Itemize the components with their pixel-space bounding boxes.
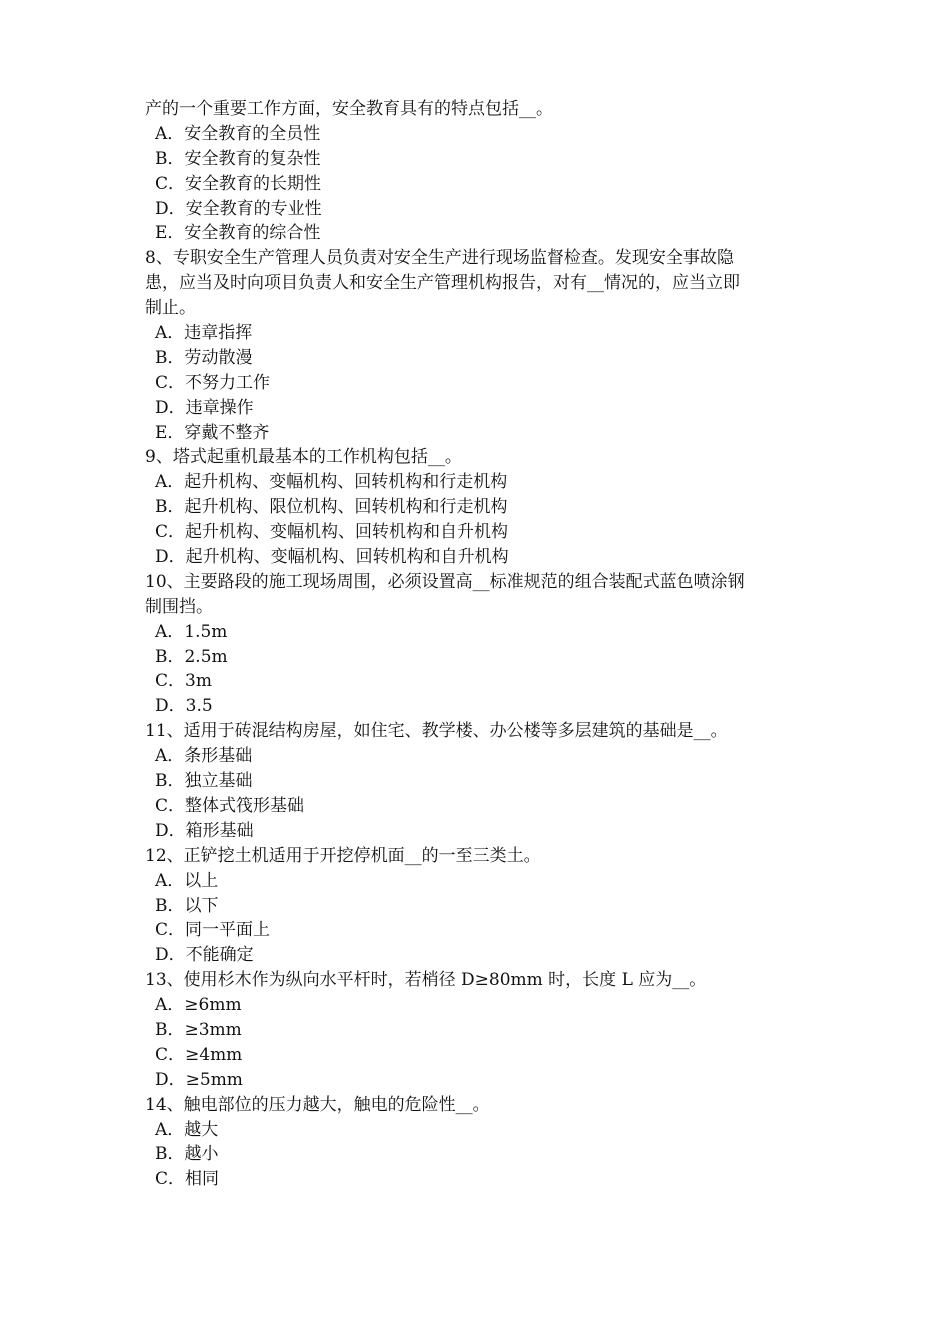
question-stem-line: 患，应当及时向项目负责人和安全生产管理机构报告，对有__情况的，应当立即 [145,273,740,294]
answer-option: C．起升机构、变幅机构、回转机构和自升机构 [155,522,509,543]
answer-option: A．越大 [155,1119,219,1140]
answer-option: D．箱形基础 [155,820,254,841]
answer-option: E．穿戴不整齐 [155,422,270,443]
answer-option: A．违章指挥 [155,323,253,344]
answer-option: C．不努力工作 [155,372,271,393]
answer-option: B．≥3mm [155,1019,242,1040]
answer-option: B．起升机构、限位机构、回转机构和行走机构 [155,497,508,518]
answer-option: A．≥6mm [155,995,242,1016]
question-stem-line: 制围挡。 [145,596,213,617]
question-q8 [145,246,810,445]
answer-option: A．条形基础 [155,746,253,767]
answer-option: D．不能确定 [155,945,254,966]
answer-option: A．以上 [155,870,219,891]
question-stem-line: 14、触电部位的压力越大，触电的危险性__。 [145,1094,490,1115]
answer-option: B．以下 [155,895,219,916]
question-stem-line: 9、塔式起重机最基本的工作机构包括__。 [145,447,462,468]
answer-option: D．违章操作 [155,397,254,418]
answer-option: D．≥5mm [155,1069,243,1090]
question-q11 [145,719,810,843]
question-stem-line: 10、主要路段的施工现场周围，必须设置高__标准规范的组合装配式蓝色喷涂钢 [145,571,745,592]
answer-option: D．起升机构、变幅机构、回转机构和自升机构 [155,547,509,568]
question-list [145,97,810,1192]
question-stem-line: 8、专职安全生产管理人员负责对安全生产进行现场监督检查。发现安全事故隐 [145,248,734,269]
question-stem-line: 11、适用于砖混结构房屋，如住宅、教学楼、办公楼等多层建筑的基础是__。 [145,721,728,742]
answer-option: C．≥4mm [155,1044,243,1065]
answer-option: B．安全教育的复杂性 [155,148,321,169]
question-stem-line: 制止。 [145,298,196,319]
question-q12 [145,844,810,968]
answer-option: A．1.5m [155,621,228,642]
question-stem-line: 12、正铲挖土机适用于开挖停机面__的一至三类土。 [145,845,541,866]
answer-option: C．相同 [155,1169,220,1190]
answer-option: C．安全教育的长期性 [155,173,322,194]
answer-option: C．3m [155,671,212,692]
question-q10 [145,570,810,719]
question-stem-line: 产的一个重要工作方面，安全教育具有的特点包括__。 [145,99,553,119]
answer-option: E．安全教育的综合性 [155,223,321,244]
question-stem-line: 13、使用杉木作为纵向水平杆时，若梢径 D≥80mm 时，长度 L 应为__。 [145,970,707,991]
answer-option: A．起升机构、变幅机构、回转机构和行走机构 [155,472,508,493]
answer-option: C．同一平面上 [155,920,271,941]
question-q9 [145,445,810,569]
answer-option: B．2.5m [155,646,228,667]
answer-option: B．独立基础 [155,771,253,792]
question-q7-continued [145,97,810,246]
answer-option: A．安全教育的全员性 [155,123,321,144]
answer-option: B．越小 [155,1144,219,1165]
question-q14 [145,1093,810,1193]
answer-option: D．3.5 [155,696,213,717]
answer-option: D．安全教育的专业性 [155,198,322,219]
answer-option: C．整体式筏形基础 [155,795,305,816]
answer-option: B．劳动散漫 [155,347,253,368]
question-q13 [145,968,810,1092]
